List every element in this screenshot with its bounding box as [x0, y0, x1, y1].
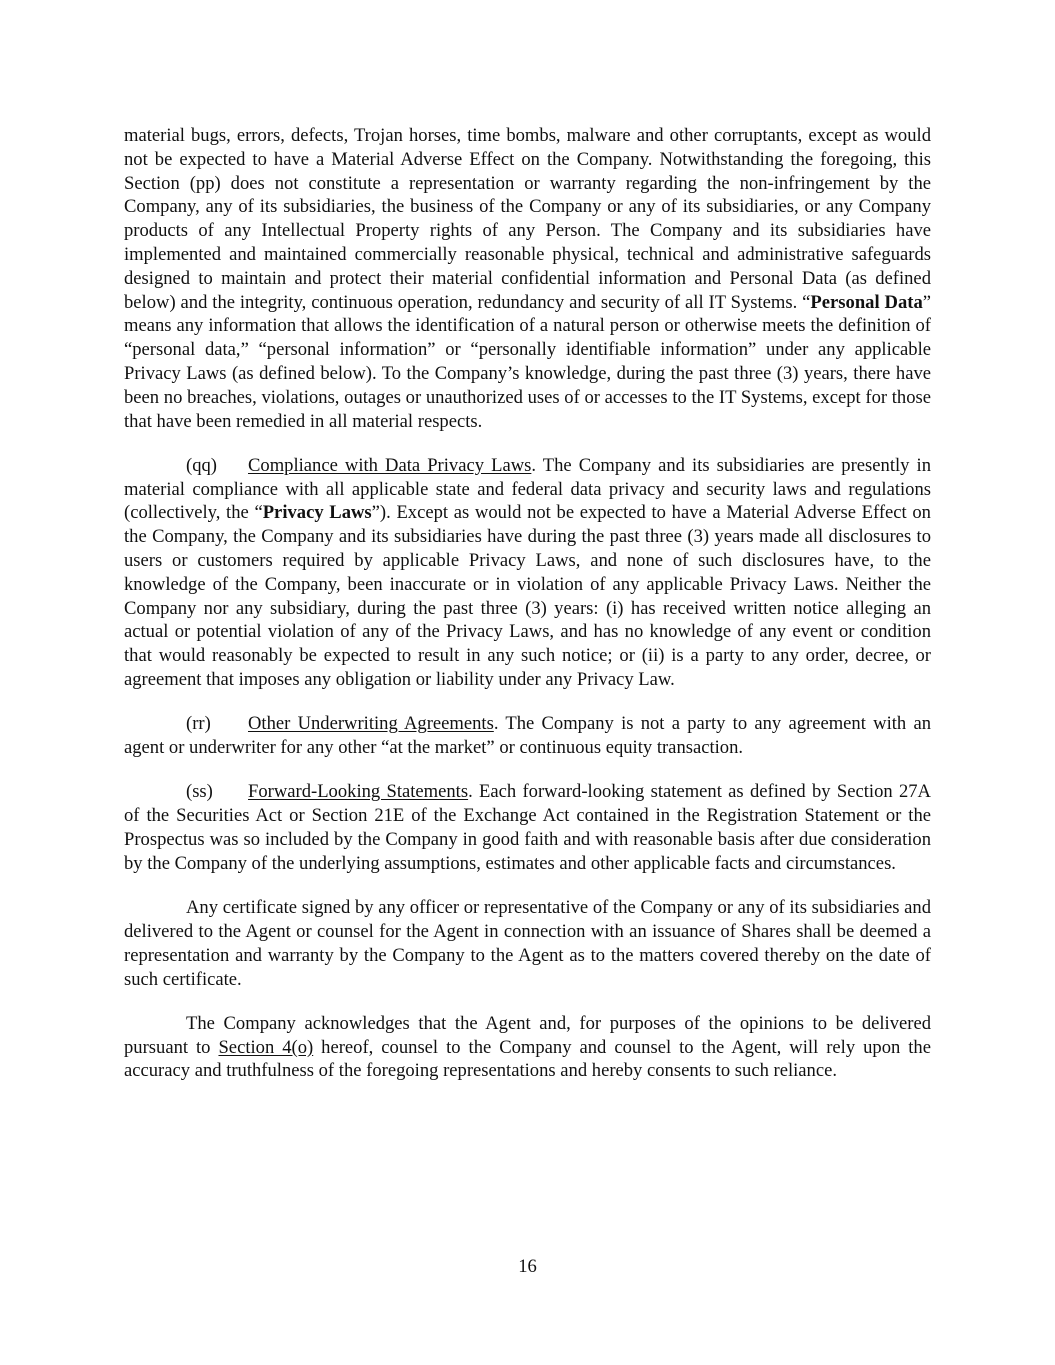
section-heading: Compliance with Data Privacy Laws	[248, 454, 532, 476]
paragraph-qq	[124, 454, 931, 692]
paragraph-text: The Company acknowledges that the Agent and, for purposes of the opinions to be delivered pursuant to	[124, 1012, 931, 1058]
paragraph-text: hereof, counsel to the Company and counsel to the Agent, will rely upon the accuracy and truthfulness of the foregoing representations and hereby consents to such reliance.	[124, 1036, 931, 1082]
section-heading: Forward-Looking Statements	[248, 781, 469, 803]
section-label: (rr)	[186, 713, 211, 735]
page-number: 16	[518, 1256, 537, 1277]
defined-term-personal-data: Personal Data	[810, 291, 923, 313]
section-reference: Section 4(o)	[218, 1036, 314, 1058]
defined-term-privacy-laws: Privacy Laws	[262, 502, 372, 524]
section-label: (qq)	[186, 454, 217, 476]
paragraph-rr	[124, 712, 931, 760]
paragraph-text: . The Company is not a party to any agreement with an agent or underwriter for any other “at the market” or continuous equity transaction.	[124, 713, 931, 759]
paragraph-text: . The Company and its subsidiaries are presently in material compliance with all applicable state and federal data privacy and security laws and regulations (collectively, the “	[124, 454, 931, 524]
paragraph-text: . Each forward-looking statement as defined by Section 27A of the Securities Act or Section 21E of the Exchange Act contained in the Registration Statement or the Prospectus was so included by the Company in good faith and with reasonable basis after due consideration by the Company of the underlying assumptions, estimates and other applicable facts and circumstances.	[124, 781, 931, 874]
section-heading: Other Underwriting Agreements	[248, 713, 494, 735]
paragraph-certificate	[124, 896, 931, 991]
paragraph-reliance	[124, 1012, 931, 1083]
document-page	[124, 124, 931, 1104]
paragraph-pp-continuation	[124, 124, 931, 433]
paragraph-text: ” means any information that allows the identification of a natural person or otherwise meets the definition of “personal data,” “personal information” or “personally identifiable information” under any applicable Privacy Laws (as defined below). To the Company’s knowledge, during the past three (3) years, there have been no breaches, violations, outages or unauthorized uses of or accesses to the IT Systems, except for those that have been remedied in all material respects.	[124, 291, 932, 432]
paragraph-text: material bugs, errors, defects, Trojan horses, time bombs, malware and other corruptants, except as would not be expected to have a Material Adverse Effect on the Company. Notwithstanding the foregoing, this Section (pp) does not constitute a representation or warranty regarding the non-infringement by the Company, any of its subsidiaries, the business of the Company or any of its subsidiaries, or any Company products of any Intellectual Property rights of any Person. The Company and its subsidiaries have implemented and maintained commercially reasonable physical, technical and administrative safeguards designed to maintain and protect their material confidential information and Personal Data (as defined below) and the integrity, continuous operation, redundancy and security of all IT Systems. “	[124, 125, 931, 313]
paragraph-ss	[124, 780, 931, 875]
section-label: (ss)	[186, 781, 213, 803]
paragraph-text: Any certificate signed by any officer or representative of the Company or any of its subsidiaries and delivered to the Agent or counsel for the Agent in connection with an issuance of Shares shall be deemed a representation and warranty by the Company to the Agent as to the matters covered thereby on the date of such certificate.	[124, 897, 931, 990]
paragraph-text: ”). Except as would not be expected to have a Material Adverse Effect on the Company, the Company and its subsidiaries have during the past three (3) years made all disclosures to users or customers required by applicable Privacy Laws, and none of such disclosures have, to the knowledge of the Company, been inaccurate or in violation of any applicable Privacy Laws. Neither the Company nor any subsidiary, during the past three (3) years: (i) has received written notice alleging an actual or potential violation of any of the Privacy Laws, and has no knowledge of any event or condition that would reasonably be expected to result in any such notice; or (ii) is a party to any order, decree, or agreement that imposes any obligation or liability under any Privacy Law.	[124, 502, 931, 691]
